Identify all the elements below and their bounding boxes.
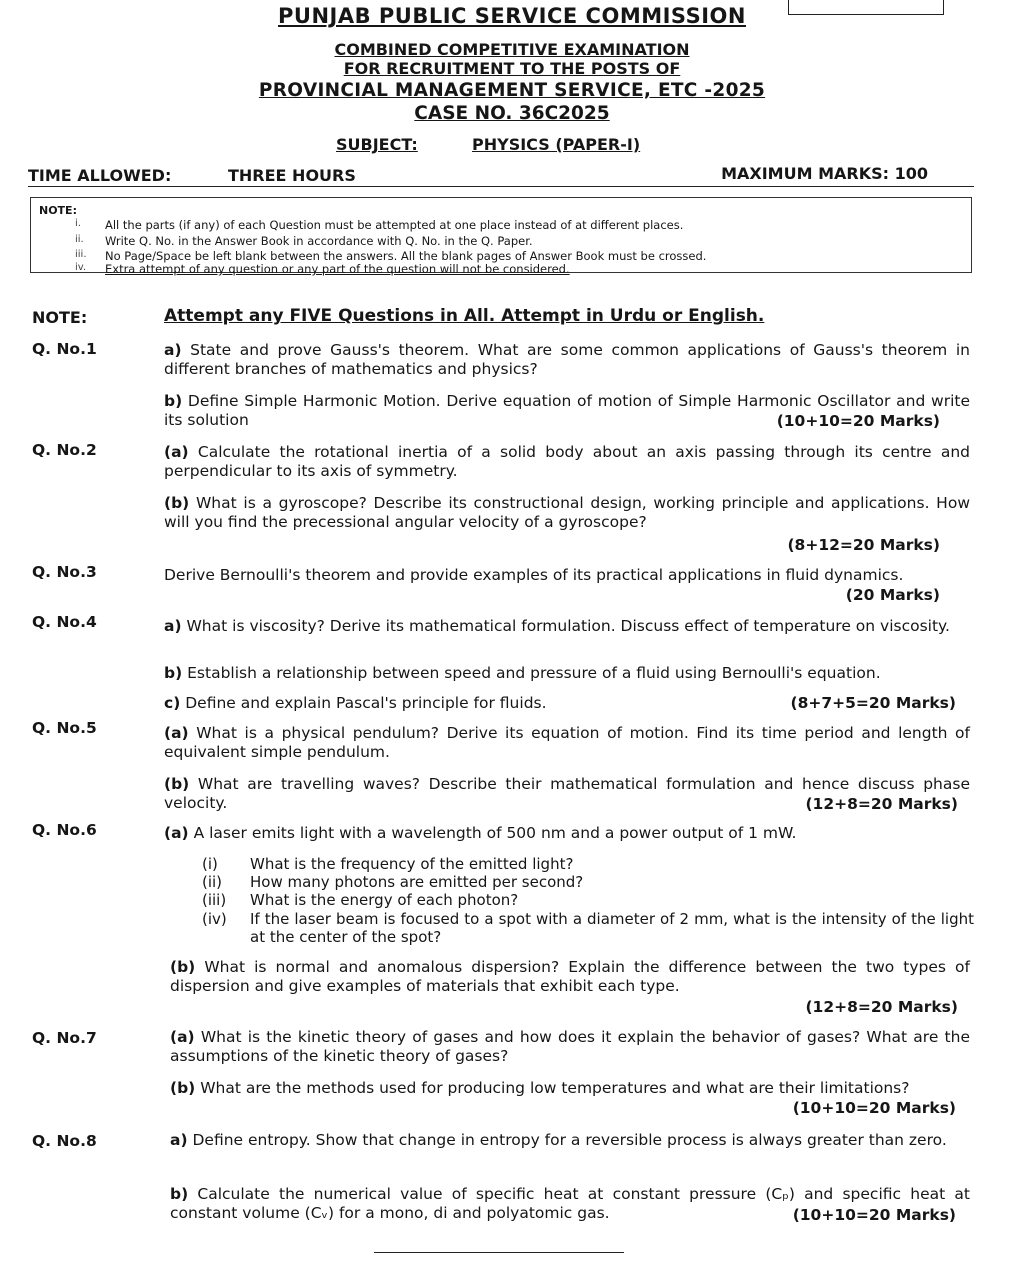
note-item-text: Extra attempt of any question or any part of the question will not be considered. xyxy=(105,262,570,276)
commission-title: PUNJAB PUBLIC SERVICE COMMISSION xyxy=(278,4,746,28)
note-item-number: ii. xyxy=(75,234,84,245)
question-label-2: Q. No.2 xyxy=(32,441,97,459)
part-text: What are the methods used for producing low temperatures and what are their limitations? xyxy=(200,1079,910,1097)
subpart-text: What is the frequency of the emitted light? xyxy=(250,855,574,873)
question-label-6: Q. No.6 xyxy=(32,821,97,839)
exam-title-line2: FOR RECRUITMENT TO THE POSTS OF xyxy=(343,59,681,78)
time-allowed-value: THREE HOURS xyxy=(228,166,356,185)
part-text: What is a physical pendulum? Derive its equation of motion. Find its time period and length of equivalent simple pendulum. xyxy=(164,724,970,761)
part-text: Define entropy. Show that change in entropy for a reversible process is always greater than zero. xyxy=(192,1131,947,1149)
part-tag: (b) xyxy=(170,1079,196,1097)
question-1-part-a xyxy=(164,341,970,379)
question-label-3: Q. No.3 xyxy=(32,563,97,581)
part-tag: (a) xyxy=(164,443,189,461)
question-4-marks: (8+7+5=20 Marks) xyxy=(790,694,956,712)
question-label-1: Q. No.1 xyxy=(32,340,97,358)
question-6-part-a xyxy=(164,824,970,843)
part-tag: (a) xyxy=(164,824,189,842)
note-box-title: NOTE: xyxy=(39,204,77,217)
part-text: Define Simple Harmonic Motion. Derive equation of motion of Simple Harmonic Oscillator and write its solution xyxy=(164,392,970,429)
question-2-part-b xyxy=(164,494,970,532)
part-text: State and prove Gauss's theorem. What are some common applications of Gauss's theorem in different branches of mathematics and physics? xyxy=(164,341,970,378)
question-8-marks: (10+10=20 Marks) xyxy=(792,1206,956,1224)
note-item-text: No Page/Space be left blank between the answers. All the blank pages of Answer Book must be crossed. xyxy=(105,249,707,263)
question-label-5: Q. No.5 xyxy=(32,719,97,737)
question-2-part-a xyxy=(164,443,970,481)
exam-title-line3: PROVINCIAL MANAGEMENT SERVICE, ETC -2025 xyxy=(258,80,766,101)
question-7-part-b xyxy=(170,1079,970,1098)
part-tag: c) xyxy=(164,694,181,712)
part-text: What is normal and anomalous dispersion? Explain the difference between the two types of dispersion and give examples of materials that exhibit each type. xyxy=(170,958,970,995)
note-item-number: i. xyxy=(75,218,81,229)
maximum-marks: MAXIMUM MARKS: 100 xyxy=(721,164,928,183)
part-text: Establish a relationship between speed and pressure of a fluid using Bernoulli's equation. xyxy=(187,664,881,682)
subject-value: PHYSICS (PAPER-I) xyxy=(472,135,641,154)
instructions-text: Attempt any FIVE Questions in All. Attempt in Urdu or English. xyxy=(164,306,765,326)
part-tag: a) xyxy=(164,341,182,359)
part-text: What is a gyroscope? Describe its constructional design, working principle and applications. How will you find the precessional angular velocity of a gyroscope? xyxy=(164,494,970,531)
question-7-marks: (10+10=20 Marks) xyxy=(792,1099,956,1117)
question-3-marks: (20 Marks) xyxy=(845,586,940,604)
part-text: What are travelling waves? Describe their mathematical formulation and hence discuss phase velocity. xyxy=(164,775,970,812)
question-5-part-a xyxy=(164,724,970,762)
time-marks-row xyxy=(28,164,974,187)
subject-label: SUBJECT: xyxy=(336,135,418,154)
question-8-part-a xyxy=(170,1131,970,1150)
note-item-text: Write Q. No. in the Answer Book in accordance with Q. No. in the Q. Paper. xyxy=(105,234,533,248)
subpart-text: If the laser beam is focused to a spot with a diameter of 2 mm, what is the intensity of the light at the center of the spot? xyxy=(250,910,974,946)
part-tag: (b) xyxy=(164,494,190,512)
question-label-8: Q. No.8 xyxy=(32,1132,97,1150)
subpart-number: (ii) xyxy=(202,873,223,891)
part-text: What is viscosity? Derive its mathematical formulation. Discuss effect of temperature on viscosity. xyxy=(186,617,950,635)
question-5-marks: (12+8=20 Marks) xyxy=(805,795,958,813)
part-tag: (a) xyxy=(170,1028,195,1046)
question-4-part-a xyxy=(164,617,970,636)
question-label-4: Q. No.4 xyxy=(32,613,97,631)
question-7-part-a xyxy=(170,1028,970,1066)
part-tag: b) xyxy=(164,664,183,682)
time-allowed-label: TIME ALLOWED: xyxy=(28,166,172,185)
part-tag: a) xyxy=(170,1131,188,1149)
part-text: Derive Bernoulli's theorem and provide examples of its practical applications in fluid dynamics. xyxy=(164,566,904,584)
note-item-number: iv. xyxy=(75,262,87,273)
part-tag: (b) xyxy=(164,775,190,793)
part-text: A laser emits light with a wavelength of 500 nm and a power output of 1 mW. xyxy=(193,824,797,842)
part-text: What is the kinetic theory of gases and how does it explain the behavior of gases? What are the assumptions of the kinetic theory of gases? xyxy=(170,1028,970,1065)
part-tag: a) xyxy=(164,617,182,635)
question-2-marks: (8+12=20 Marks) xyxy=(787,536,940,554)
end-rule xyxy=(374,1252,624,1253)
case-number: CASE NO. 36C2025 xyxy=(414,103,610,124)
subpart-number: (iv) xyxy=(202,910,227,928)
note-item-number: iii. xyxy=(75,249,87,260)
part-tag: b) xyxy=(170,1185,189,1203)
question-4-part-b xyxy=(164,664,970,683)
subpart-number: (iii) xyxy=(202,891,227,909)
part-text: Calculate the rotational inertia of a solid body about an axis passing through its centre and perpendicular to its axis of symmetry. xyxy=(164,443,970,480)
question-label-7: Q. No.7 xyxy=(32,1029,97,1047)
subpart-text: How many photons are emitted per second? xyxy=(250,873,584,891)
subpart-text: What is the energy of each photon? xyxy=(250,891,519,909)
note-item-text: All the parts (if any) of each Question must be attempted at one place instead of at different places. xyxy=(105,218,684,232)
part-text: Calculate the numerical value of specific heat at constant pressure (Cₚ) and specific heat at constant volume (Cᵥ) for a mono, di and polyatomic gas. xyxy=(170,1185,970,1222)
instructions-label: NOTE: xyxy=(32,308,88,327)
part-tag: (b) xyxy=(170,958,196,976)
question-3-text xyxy=(164,566,970,585)
question-6-marks: (12+8=20 Marks) xyxy=(805,998,958,1016)
exam-title-line1: COMBINED COMPETITIVE EXAMINATION xyxy=(334,40,690,59)
note-box xyxy=(30,197,972,276)
part-tag: b) xyxy=(164,392,183,410)
subpart-number: (i) xyxy=(202,855,218,873)
part-tag: (a) xyxy=(164,724,189,742)
question-1-marks: (10+10=20 Marks) xyxy=(776,412,940,430)
question-6-part-b xyxy=(170,958,970,996)
part-text: Define and explain Pascal's principle for fluids. xyxy=(185,694,547,712)
